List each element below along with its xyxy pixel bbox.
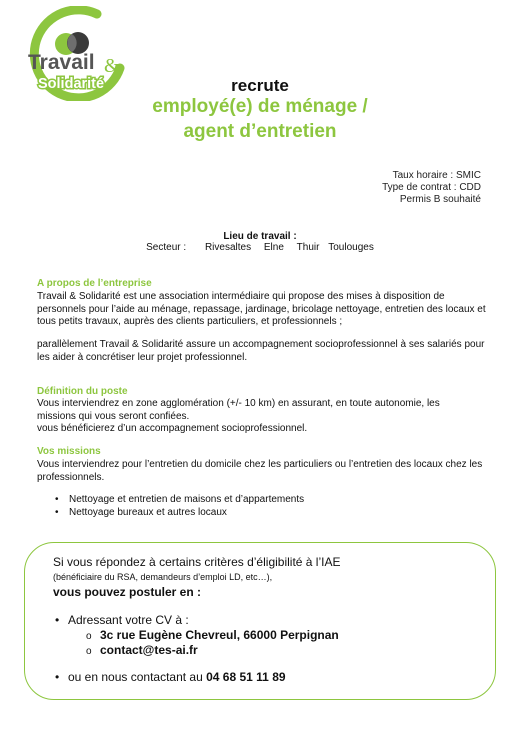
bullet-icon: • <box>55 670 60 684</box>
eligibility-line: Si vous répondez à certains critères d’éligibilité à l’IAE <box>53 555 341 569</box>
missions-paragraph: Vous interviendrez pour l’entretien du domicile chez les particuliers ou l’entretien des locaux chez les professionnels. <box>37 459 483 483</box>
apply-option-cv <box>55 613 189 627</box>
logo-word-solidarite: Solidarité <box>38 76 105 92</box>
recrute-heading: recrute <box>231 76 289 95</box>
bullet-icon: • <box>55 613 60 627</box>
definition-line-3: vous bénéficierez d’un accompagnement socioprofessionnel. <box>37 423 308 434</box>
permis: Permis B souhaité <box>399 194 481 205</box>
town-thuir: Thuir <box>296 242 320 253</box>
job-title-line1: employé(e) de ménage / <box>152 96 368 117</box>
section-title-missions: Vos missions <box>37 446 101 457</box>
section-title-definition: Définition du poste <box>37 386 128 397</box>
secteur-row <box>0 242 520 253</box>
definition-line-2: missions qui vous seront confiées. <box>37 410 190 422</box>
postal-address: 3c rue Eugène Chevreul, 66000 Perpignan <box>100 628 339 642</box>
apropos-paragraph-2: parallèlement Travail & Solidarité assure un accompagnement socioprofessionnel à ses salariés pour les aider à concrétiser leur projet professionnel. <box>37 339 485 363</box>
secteur-label: Secteur : <box>146 242 187 253</box>
taux-horaire: Taux horaire : SMIC <box>392 170 481 181</box>
eligibility-examples: (bénéficiaire du RSA, demandeurs d’emploi LD, etc…), <box>53 572 273 582</box>
circle-bullet-icon: o <box>86 631 92 642</box>
logo-word-travail: Travail <box>28 51 95 74</box>
phone-number[interactable]: 04 68 51 11 89 <box>206 670 286 684</box>
town-rivesaltes: Rivesaltes <box>204 242 252 253</box>
phone-prefix: ou en nous contactant au <box>68 670 203 684</box>
lieu-travail-label: Lieu de travail : <box>223 231 297 242</box>
definition-paragraph <box>37 398 487 436</box>
town-elne: Elne <box>263 242 284 253</box>
apply-cv-label: Adressant votre CV à : <box>68 613 189 627</box>
town-toulouges: Toulouges <box>328 242 374 253</box>
type-contrat: Type de contrat : CDD <box>382 182 481 193</box>
apply-option-phone <box>55 670 286 684</box>
definition-line-1: Vous interviendrez en zone agglomération (+/- 10 km) en assurant, en toute autonomie, les <box>37 398 440 409</box>
list-item: • Nettoyage bureaux et autres locaux <box>55 506 304 519</box>
apropos-paragraph-1: Travail & Solidarité est une association intermédiaire qui propose des mises à disposition de personnels pour l’aide au ménage, repassage, jardinage, bricolage nettoyage, entretien des locaux et tous petits travaux, auprès des clients particuliers, et professionnels ; <box>37 291 486 327</box>
missions-list <box>55 493 304 519</box>
address-item <box>86 628 339 642</box>
email-item <box>86 643 198 657</box>
logo-ampersand: & <box>104 55 120 77</box>
section-title-apropos: A propos de l’entreprise <box>37 278 152 289</box>
email-link[interactable]: contact@tes-ai.fr <box>100 643 198 657</box>
list-item: • Nettoyage et entretien de maisons et d’appartements <box>55 493 304 506</box>
apply-heading: vous pouvez postuler en : <box>53 585 202 599</box>
circle-bullet-icon: o <box>86 646 92 657</box>
job-title-line2: agent d’entretien <box>183 121 337 142</box>
